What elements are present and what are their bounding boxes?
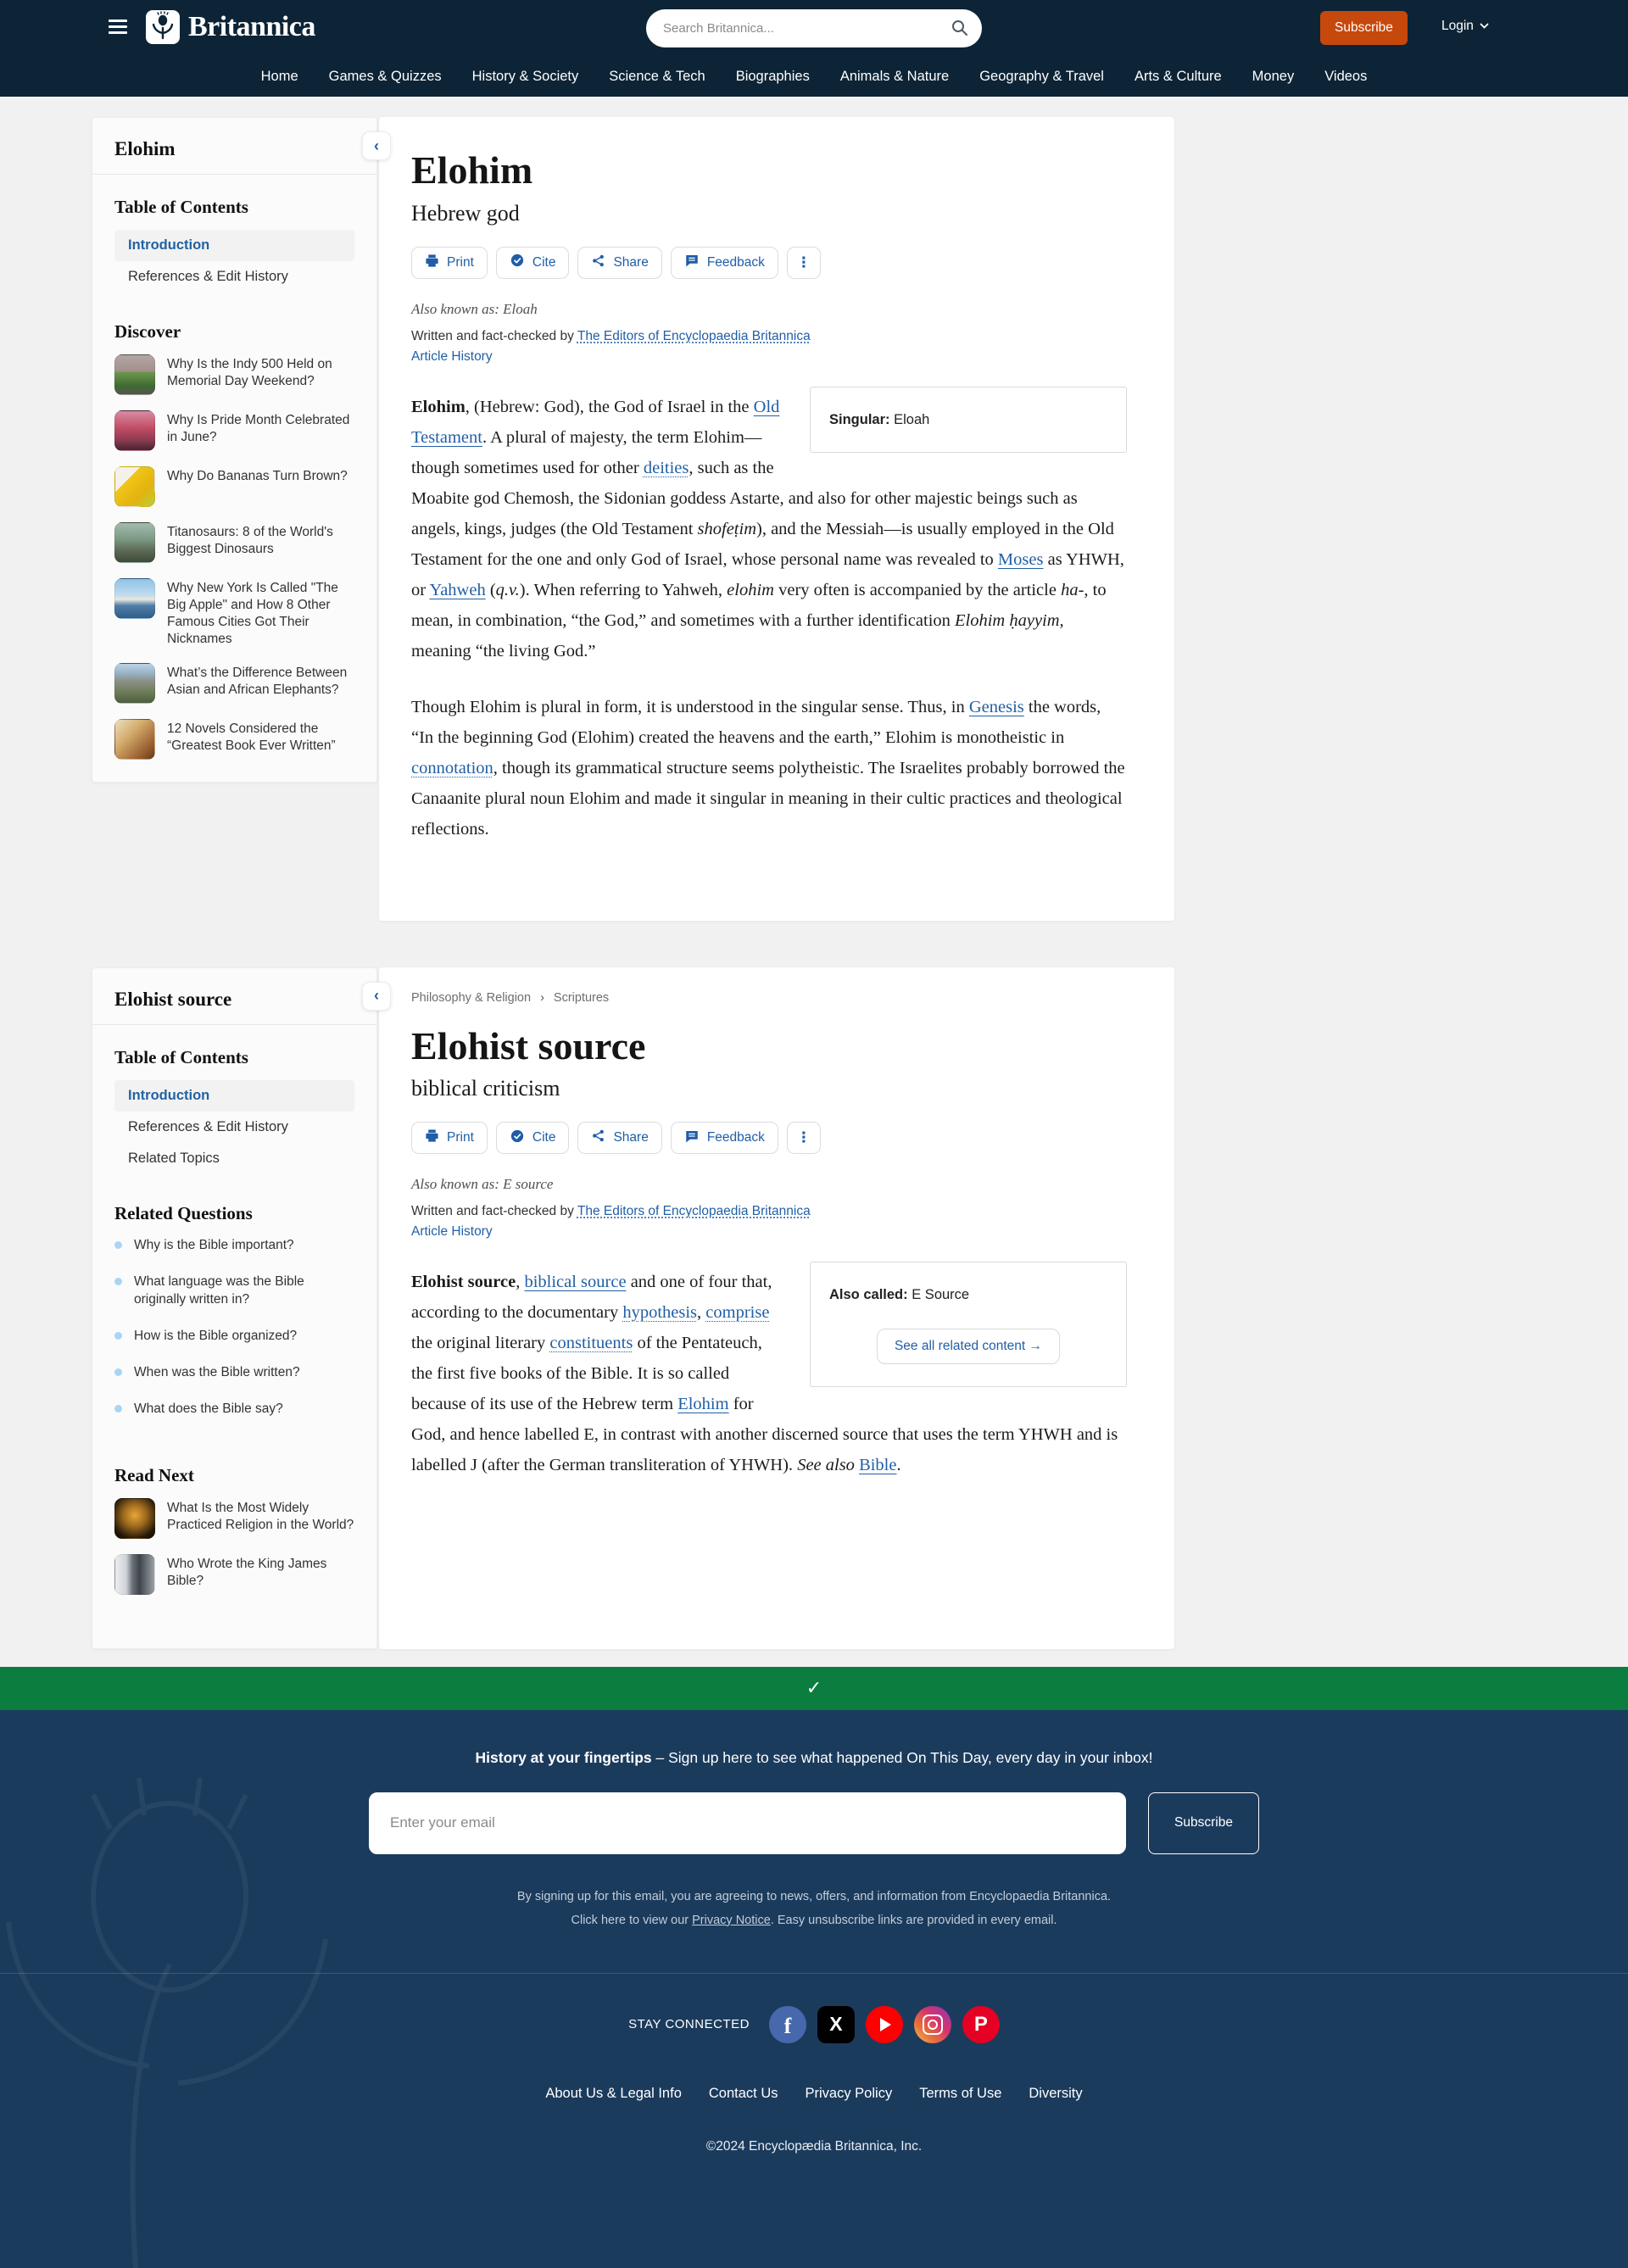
bullet-icon — [114, 1332, 122, 1340]
sidebar-title: Elohim — [92, 118, 376, 175]
discover-item[interactable] — [114, 578, 354, 648]
toc-item-related-topics[interactable]: Related Topics — [128, 1150, 220, 1166]
infobox-value: Eloah — [894, 411, 930, 427]
also-known-as: Also known as: E source — [411, 1176, 554, 1193]
footer-divider — [0, 1973, 1628, 1974]
related-question[interactable]: How is the Bible organized? — [114, 1327, 354, 1345]
inline-link[interactable]: Genesis — [968, 697, 1024, 716]
share-icon — [591, 1128, 605, 1147]
article-actions — [411, 1122, 1127, 1154]
read-next-thumbnail — [114, 1498, 155, 1539]
share-button[interactable]: Share — [577, 1122, 661, 1154]
collapse-sidebar-button[interactable] — [362, 982, 391, 1011]
page-subtitle: Hebrew god — [411, 200, 520, 226]
chevron-left-icon: ‹ — [374, 137, 379, 154]
nav-item-arts-culture[interactable]: Arts & Culture — [1134, 69, 1222, 84]
login-label: Login — [1441, 19, 1474, 33]
footer-links — [0, 2086, 1628, 2102]
byline: Written and fact-checked by The Editors of Encyclopaedia Britannica — [411, 1204, 811, 1219]
footer-link-about[interactable]: About Us & Legal Info — [545, 2085, 682, 2101]
inline-link[interactable]: constituents — [549, 1334, 633, 1353]
nav-item-animals-nature[interactable]: Animals & Nature — [839, 69, 950, 84]
share-button[interactable]: Share — [577, 247, 661, 279]
breadcrumb-philosophy-religion[interactable]: Philosophy & Religion — [411, 990, 532, 1005]
elohist-article — [379, 967, 1174, 1649]
nav-item-geography-travel[interactable]: Geography & Travel — [979, 69, 1104, 84]
nav-item-money[interactable]: Money — [1252, 69, 1295, 84]
inline-link[interactable]: connotation — [411, 758, 493, 777]
bullet-icon — [114, 1368, 122, 1376]
discover-section — [92, 299, 376, 782]
newsletter-legal: By signing up for this email, you are agreeing to news, offers, and information from Encyclopaedia Britannica. Click here to view our Privacy Notice. Easy unsubscribe links are provided in every email. — [516, 1889, 1112, 1927]
site-header — [0, 0, 1628, 97]
discover-thumbnail — [114, 663, 155, 704]
paragraph: Elohim, (Hebrew: God), the God of Israel in the Old Testament. A plural of majesty, the term Elohim—though sometimes used for other deities, such as the Moabite god Chemosh, the Sidonian goddess Astarte, and also for other majestic beings such as angels, kings, judges (the Old Testament shofeṭim), and the Messiah—is usually employed in the Old Testament for the one and only God of Israel, whose personal name was revealed to Moses as YHWH, or Yahweh (q.v.). When referring to Yahweh, elohim very often is accompanied by the article ha-, to mean, in combination, “the God,” and sometimes with a further identification Elohim ḥayyim, meaning “the living God.” — [411, 397, 1124, 660]
inline-link[interactable]: hypothesis — [622, 1303, 698, 1323]
related-question[interactable]: Why is the Bible important? — [114, 1236, 354, 1254]
infobox-value: E Source — [912, 1287, 970, 1303]
discover-header: Discover — [114, 321, 181, 342]
youtube-icon[interactable] — [866, 2006, 903, 2043]
privacy-notice-link[interactable]: Privacy Notice — [692, 1913, 771, 1927]
kebab-icon: ⋮ — [796, 1129, 811, 1146]
cite-button[interactable]: Cite — [496, 1122, 570, 1154]
chevron-down-icon — [1480, 19, 1489, 34]
discover-label: 12 Novels Considered the “Greatest Book Ever Written” — [167, 722, 336, 753]
inline-link[interactable]: Bible — [859, 1456, 897, 1475]
related-question[interactable]: What does the Bible say? — [114, 1400, 354, 1418]
article-body — [411, 392, 1127, 844]
inline-link[interactable]: biblical source — [524, 1273, 627, 1292]
article-history-link[interactable]: Article History — [411, 348, 493, 364]
elohim-sidebar — [92, 117, 377, 783]
x-twitter-icon[interactable] — [817, 2006, 855, 2043]
email-input[interactable] — [369, 1792, 1126, 1854]
nav-item-games-quizzes[interactable]: Games & Quizzes — [328, 69, 442, 84]
login-button[interactable] — [1441, 19, 1489, 34]
pinterest-icon[interactable] — [962, 2006, 1000, 2043]
facebook-icon[interactable] — [769, 2006, 806, 2043]
discover-label: Why Do Bananas Turn Brown? — [167, 469, 348, 483]
page-subtitle: biblical criticism — [411, 1076, 560, 1101]
discover-label: Titanosaurs: 8 of the World's Biggest Dinosaurs — [167, 525, 333, 556]
discover-thumbnail — [114, 719, 155, 760]
article-history-link[interactable]: Article History — [411, 1224, 493, 1240]
cite-badge-icon — [510, 253, 525, 272]
newsletter-heading: History at your fingertips – Sign up here to see what happened On This Day, every day in your inbox! — [475, 1748, 1153, 1766]
bullet-icon — [114, 1278, 122, 1285]
toc-header: Table of Contents — [114, 1046, 248, 1067]
discover-label: What’s the Difference Between Asian and African Elephants? — [167, 666, 348, 697]
cite-badge-icon — [510, 1128, 525, 1148]
bullet-icon — [114, 1241, 122, 1249]
footer-link-privacy[interactable]: Privacy Policy — [805, 2085, 893, 2101]
byline-editors-link[interactable]: The Editors of Encyclopaedia Britannica — [577, 328, 811, 343]
print-button[interactable]: Print — [411, 247, 488, 279]
toc-item-introduction[interactable]: Introduction — [114, 1080, 354, 1112]
read-next-header: Read Next — [114, 1464, 194, 1485]
print-icon — [425, 254, 439, 272]
nav-item-science-tech[interactable]: Science & Tech — [609, 69, 705, 84]
feedback-button[interactable]: Feedback — [671, 247, 778, 279]
discover-item[interactable] — [114, 719, 354, 760]
also-called-infobox — [810, 1262, 1127, 1387]
related-question[interactable]: When was the Bible written? — [114, 1363, 354, 1381]
read-next-item[interactable] — [114, 1554, 354, 1595]
read-next-section — [92, 1443, 376, 1617]
see-all-related-content-button[interactable]: See all related content → — [877, 1329, 1060, 1364]
collapse-sidebar-button[interactable] — [362, 131, 391, 160]
read-next-thumbnail — [114, 1554, 155, 1595]
infobox-label: Singular: — [829, 411, 890, 427]
social-row — [0, 2006, 1628, 2043]
byline: Written and fact-checked by The Editors of Encyclopaedia Britannica — [411, 328, 811, 343]
copyright: ©2024 Encyclopædia Britannica, Inc. — [705, 2138, 923, 2154]
inline-link[interactable]: Elohim — [677, 1395, 729, 1414]
thistle-logo-icon — [146, 10, 180, 44]
breadcrumb — [411, 991, 1127, 1005]
toc-item-introduction[interactable]: Introduction — [114, 230, 354, 261]
read-next-label: Who Wrote the King James Bible? — [167, 1556, 327, 1588]
inline-link[interactable]: comprise — [705, 1303, 770, 1323]
menu-icon[interactable] — [109, 20, 127, 37]
read-next-label: What Is the Most Widely Practiced Religion in the World? — [167, 1500, 354, 1532]
inline-link[interactable]: deities — [643, 458, 689, 477]
discover-thumbnail — [114, 410, 155, 451]
print-button[interactable]: Print — [411, 1122, 488, 1154]
discover-item[interactable] — [114, 522, 354, 563]
discover-thumbnail — [114, 354, 155, 395]
feedback-icon — [684, 253, 700, 272]
article-body — [411, 1267, 1127, 1480]
logo-wordmark: Britannica — [188, 11, 315, 42]
header-top-bar — [0, 0, 1628, 57]
article-actions — [411, 247, 1127, 279]
inline-link[interactable]: Yahweh — [429, 580, 486, 599]
footer-link-diversity[interactable]: Diversity — [1029, 2085, 1083, 2101]
print-icon — [425, 1128, 439, 1147]
stay-connected-label: STAY CONNECTED — [628, 2017, 750, 2032]
sidebar-title: Elohist source — [92, 968, 376, 1025]
table-of-contents — [92, 175, 376, 299]
chevron-left-icon: ‹ — [374, 987, 379, 1005]
cite-button[interactable]: Cite — [496, 247, 570, 279]
elohim-article-section — [92, 117, 1174, 921]
subscribe-button[interactable]: Subscribe — [1320, 11, 1408, 45]
discover-item[interactable] — [114, 354, 354, 395]
discover-item[interactable] — [114, 410, 354, 451]
discover-thumbnail — [114, 578, 155, 619]
search-bar — [646, 9, 982, 47]
discover-thumbnail — [114, 466, 155, 507]
nav-item-biographies[interactable]: Biographies — [735, 69, 810, 84]
feedback-button[interactable]: Feedback — [671, 1122, 778, 1154]
search-input[interactable] — [646, 9, 926, 47]
kebab-icon: ⋮ — [796, 254, 811, 270]
singular-infobox — [810, 387, 1127, 453]
discover-label: Why Is Pride Month Celebrated in June? — [167, 413, 350, 444]
nav-item-history-society[interactable]: History & Society — [471, 69, 579, 84]
instagram-icon[interactable] — [914, 2006, 951, 2043]
nav-item-videos[interactable]: Videos — [1324, 69, 1368, 84]
related-questions-section — [92, 1181, 376, 1443]
bullet-icon — [114, 1405, 122, 1413]
footer-subscribe-button[interactable]: Subscribe — [1148, 1792, 1259, 1854]
toc-item-references[interactable]: References & Edit History — [128, 269, 288, 284]
play-icon — [880, 2018, 891, 2031]
elohist-article-section — [92, 967, 1174, 1649]
paragraph: Elohist source, biblical source and one of four that, according to the documentary hypothesis, comprise the original literary constituents of the Pentateuch, the first five books of the Bible. It is so called because of its use of the Hebrew term Elohim for God, and hence labelled E, in contrast with another discerned source that uses the term YHWH and is labelled J (after the German transliteration of YHWH). See also Bible. — [411, 1273, 1118, 1475]
infobox-label: Also called: — [829, 1287, 908, 1303]
breadcrumb-scriptures[interactable]: Scriptures — [553, 990, 610, 1005]
more-options-button[interactable] — [787, 1122, 821, 1154]
related-questions-header: Related Questions — [114, 1202, 253, 1223]
discover-item[interactable] — [114, 663, 354, 704]
elohim-article — [379, 117, 1174, 921]
footer-link-terms[interactable]: Terms of Use — [919, 2085, 1002, 2101]
breadcrumb-separator: › — [540, 990, 544, 1005]
toc-item-references[interactable]: References & Edit History — [128, 1118, 288, 1134]
britannica-logo[interactable] — [146, 10, 315, 44]
article-history — [411, 349, 1127, 365]
camera-icon — [923, 2014, 943, 2035]
footer-link-contact[interactable]: Contact Us — [708, 2085, 778, 2101]
read-next-item[interactable] — [114, 1498, 354, 1539]
discover-item[interactable] — [114, 466, 354, 507]
search-icon[interactable] — [951, 19, 969, 42]
primary-nav — [0, 57, 1628, 97]
byline-editors-link[interactable]: The Editors of Encyclopaedia Britannica — [577, 1204, 811, 1219]
share-icon — [591, 254, 605, 272]
inline-link[interactable]: Old Testament — [411, 397, 780, 447]
nav-item-home[interactable]: Home — [260, 69, 298, 84]
page-title: Elohim — [411, 148, 533, 192]
page-title: Elohist source — [411, 1023, 646, 1067]
feedback-icon — [684, 1128, 700, 1148]
also-known-as: Also known as: Eloah — [411, 300, 538, 317]
table-of-contents — [92, 1025, 376, 1181]
related-question[interactable]: What language was the Bible originally written in? — [114, 1273, 354, 1308]
checkmark-icon: ✓ — [806, 1677, 822, 1699]
elohist-sidebar — [92, 967, 377, 1649]
discover-thumbnail — [114, 522, 155, 563]
site-footer — [0, 1710, 1628, 2268]
toc-header: Table of Contents — [114, 197, 248, 217]
discover-label: Why New York Is Called "The Big Apple" and How 8 Other Famous Cities Got Their Nicknames — [167, 581, 338, 646]
discover-label: Why Is the Indy 500 Held on Memorial Day Weekend? — [167, 357, 332, 388]
newsletter-form — [369, 1792, 1259, 1854]
paragraph: Though Elohim is plural in form, it is understood in the singular sense. Thus, in Genesis the words, “In the beginning God (Elohim) created the heavens and the earth,” Elohim is monotheistic in connotation, though its grammatical structure seems polytheistic. The Israelites probably borrowed the Canaanite plural noun Elohim and made it singular in meaning in their cultic practices and theological reflections. — [411, 697, 1125, 839]
inline-link[interactable]: Moses — [997, 549, 1044, 569]
more-options-button[interactable] — [787, 247, 821, 279]
confirmation-bar — [0, 1667, 1628, 1710]
article-history — [411, 1224, 1127, 1240]
